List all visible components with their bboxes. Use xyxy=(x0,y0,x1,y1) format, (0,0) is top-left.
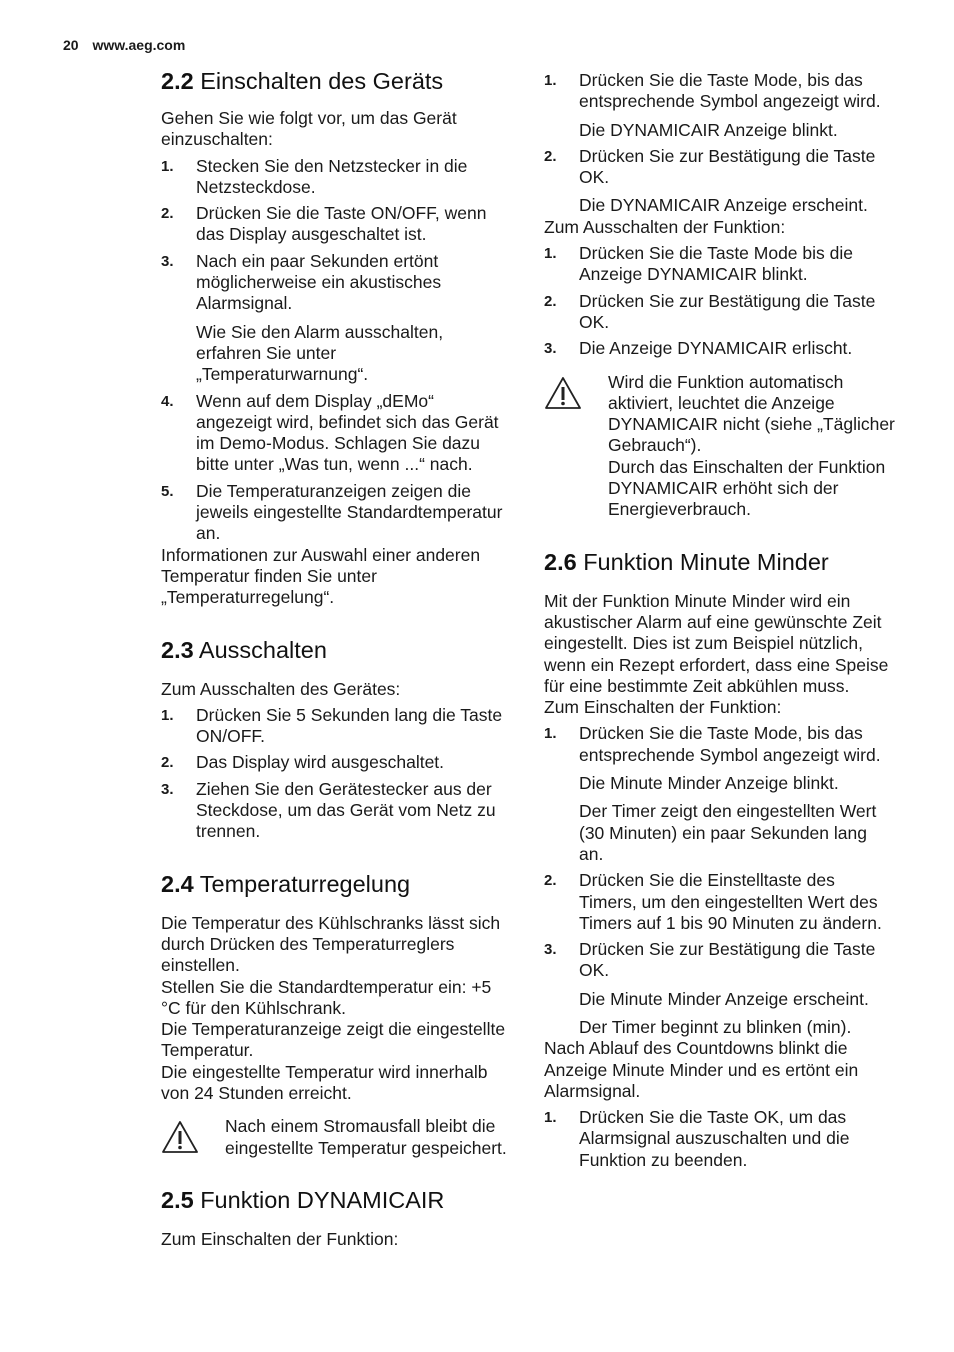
list-subtext: Die Minute Minder Anzeige blinkt. xyxy=(579,773,839,794)
list-subtext: Wie Sie den Alarm ausschalten, erfahren Sie unter „Temperaturwarnung“. xyxy=(196,321,444,385)
page-header xyxy=(63,37,185,53)
list-item: 1. Drücken Sie die Taste Mode bis die Anzeige DYNAMICAIR blinkt. xyxy=(544,243,853,285)
paragraph: Nach Ablauf des Countdowns blinkt die Anzeige Minute Minder und es ertönt ein Alarmsignal. xyxy=(544,1038,859,1101)
page-number: 20 xyxy=(63,37,79,53)
paragraph: Gehen Sie wie folgt vor, um das Gerät einzuschalten: xyxy=(161,108,457,150)
warning-text: Durch das Einschalten der Funktion DYNAMICAIR erhöht sich der Energieverbrauch. xyxy=(608,456,886,520)
list-item: 5. Die Temperaturanzeigen zeigen die jeweils eingestellte Standardtemperatur an. xyxy=(161,480,503,544)
list-subtext: Die DYNAMICAIR Anzeige erscheint. xyxy=(579,195,868,216)
list-item: 1. Drücken Sie 5 Sekunden lang die Taste ON/OFF. xyxy=(161,704,503,747)
section-2-3-heading: 2.3 Ausschalten xyxy=(161,636,327,663)
section-2-2-heading: 2.2 Einschalten des Geräts xyxy=(161,68,444,94)
warning-note xyxy=(544,372,896,521)
list-item: 2. Drücken Sie zur Bestätigung die Taste OK. xyxy=(544,290,876,332)
paragraph: Die eingestellte Temperatur wird innerhalb von 24 Stunden erreicht. xyxy=(161,1061,488,1103)
warning-text: Wird die Funktion automatisch aktiviert, leuchtet die Anzeige DYNAMICAIR nicht (siehe „Täglicher Gebrauch“). xyxy=(608,371,895,456)
list-item: 2. Drücken Sie zur Bestätigung die Taste OK. xyxy=(544,145,876,188)
list-item: 1. Stecken Sie den Netzstecker in die Netzsteckdose. xyxy=(161,155,468,197)
list-item: 3. Drücken Sie zur Bestätigung die Taste OK. xyxy=(544,939,876,981)
list-item: 4. Wenn auf dem Display „dEMo“ angezeigt wird, befindet sich das Gerät im Demo-Modus. Schlagen Sie dazu bitte unter „Was tun, wenn ...“ nach. xyxy=(161,390,499,475)
paragraph: Stellen Sie die Standardtemperatur ein: +5 °C für den Kühlschrank. xyxy=(161,976,492,1018)
list-subtext: Der Timer zeigt den eingestellten Wert (30 Minuten) ein paar Sekunden lang an. xyxy=(579,801,877,864)
section-2-4-heading: 2.4 Temperaturregelung xyxy=(161,870,411,897)
paragraph: Zum Ausschalten der Funktion: xyxy=(544,216,786,237)
list-subtext: Die DYNAMICAIR Anzeige blinkt. xyxy=(579,119,838,140)
list-item: 2. Drücken Sie die Einstelltaste des Timers, um den eingestellten Wert des Timers auf 1 bis 90 Minuten zu ändern. xyxy=(544,870,882,933)
list-item: 3. Ziehen Sie den Gerätestecker aus der Steckdose, um das Gerät vom Netz zu trennen. xyxy=(161,778,496,842)
list-subtext: Der Timer beginnt zu blinken (min). xyxy=(579,1016,852,1037)
list-item: 3. Die Anzeige DYNAMICAIR erlischt. xyxy=(544,338,853,359)
paragraph: Die Temperatur des Kühlschranks lässt sich durch Drücken des Temperaturreglers einstellen. xyxy=(161,912,501,976)
list-item: 2. Drücken Sie die Taste ON/OFF, wenn das Display ausgeschaltet ist. xyxy=(161,203,487,245)
section-2-6-heading: 2.6 Funktion Minute Minder xyxy=(544,548,829,575)
paragraph: Zum Einschalten der Funktion: xyxy=(544,697,782,718)
paragraph: Die Temperaturanzeige zeigt die eingestellte Temperatur. xyxy=(161,1019,506,1061)
right-column xyxy=(544,66,896,1171)
list-item: 3. Nach ein paar Sekunden ertönt möglicherweise ein akustisches Alarmsignal. xyxy=(161,250,442,314)
warning-icon xyxy=(544,376,582,410)
warning-note: Nach einem Stromausfall bleibt die eingestellte Temperatur gespeichert. xyxy=(161,1116,511,1159)
list-item: 1. Drücken Sie die Taste Mode, bis das entsprechende Symbol angezeigt wird. xyxy=(544,70,881,112)
paragraph: Zum Einschalten der Funktion: xyxy=(161,1228,399,1249)
list-item: 2. Das Display wird ausgeschaltet. xyxy=(161,752,445,773)
warning-icon xyxy=(161,1120,199,1154)
section-2-5-heading: 2.5 Funktion DYNAMICAIR xyxy=(161,1186,445,1213)
list-subtext: Die Minute Minder Anzeige erscheint. xyxy=(579,988,869,1009)
site-url: www.aeg.com xyxy=(92,37,186,53)
paragraph: Informationen zur Auswahl einer anderen Temperatur finden Sie unter „Temperaturregelung“. xyxy=(161,544,481,608)
paragraph: Zum Ausschalten des Gerätes: xyxy=(161,678,401,699)
paragraph: Mit der Funktion Minute Minder wird ein akustischer Alarm auf eine gewünschte Zeit eingestellt. Dies ist zum Beispiel nützlich, wenn ein Rezept erfordert, dass eine Speise für eine bestimmte Zeit abkühlen muss. xyxy=(544,590,889,696)
left-column xyxy=(161,66,511,1250)
list-item: 1. Drücken Sie die Taste Mode, bis das entsprechende Symbol angezeigt wird. xyxy=(544,723,881,765)
list-item: 1. Drücken Sie die Taste OK, um das Alarmsignal auszuschalten und die Funktion zu beenden. xyxy=(544,1107,850,1170)
